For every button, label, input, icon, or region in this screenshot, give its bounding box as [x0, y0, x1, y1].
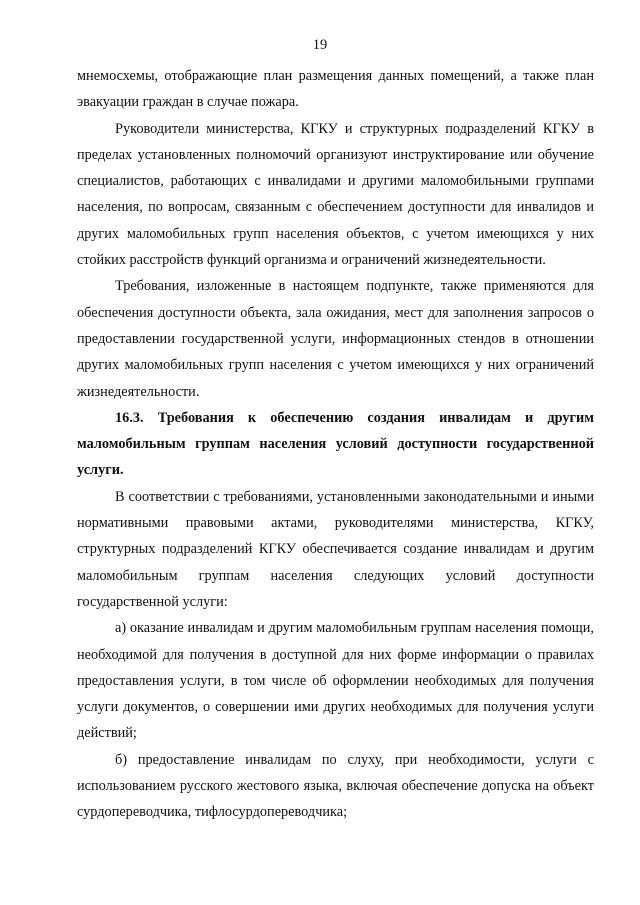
- page-number: 19: [312, 37, 328, 53]
- paragraph: мнемосхемы, отображающие план размещения данных помещений, а также план эвакуации граждан в случае пожара.: [77, 68, 594, 111]
- paragraph: Требования, изложенные в настоящем подпункте, также применяются для обеспечения доступности объекта, зала ожидания, мест для заполнения запросов о предоставлении государственной услуги, информационных стендов в отношении других маломобильных групп населения с учетом имеющихся у них ограничений жизнедеятельности.: [77, 278, 594, 400]
- paragraph: Руководители министерства, КГКУ и структурных подразделений КГКУ в пределах установленных полномочий организуют инструктирование или обучение специалистов, работающих с инвалидами и другими маломобильными группами населения, по вопросам, связанным с обеспечением доступности для инвалидов и других маломобильных групп населения объектов, с учетом имеющихся у них стойких расстройств функций организма и ограничений жизнедеятельности.: [77, 120, 594, 269]
- list-item-a: а) оказание инвалидам и другим маломобильным группам населения помощи, необходимой для получения в доступной для них форме информации о правилах предоставления услуги, в том числе об оформлении необходимых для получения услуги документов, о совершении ими других необходимых для получения услуги действий;: [77, 620, 594, 742]
- list-item-b: б) предоставление инвалидам по слуху, при необходимости, услуги с использованием русского жестового языка, включая обеспечение допуска на объект сурдопереводчика, тифлосурдопереводчика;: [77, 751, 594, 821]
- paragraph: В соответствии с требованиями, установленными законодательными и иными нормативными правовыми актами, руководителями министерства, КГКУ, структурных подразделений КГКУ обеспечивается создание инвалидам и другим маломобильным группам населения следующих условий доступности государственной услуги:: [77, 488, 594, 610]
- section-heading-text: Требования к обеспечению создания инвалидам и другим маломобильным группам населения условий доступности государственной услуги.: [77, 409, 594, 479]
- section-number: 16.3.: [115, 409, 144, 426]
- section-heading: [77, 405, 594, 484]
- document-body: [77, 63, 594, 826]
